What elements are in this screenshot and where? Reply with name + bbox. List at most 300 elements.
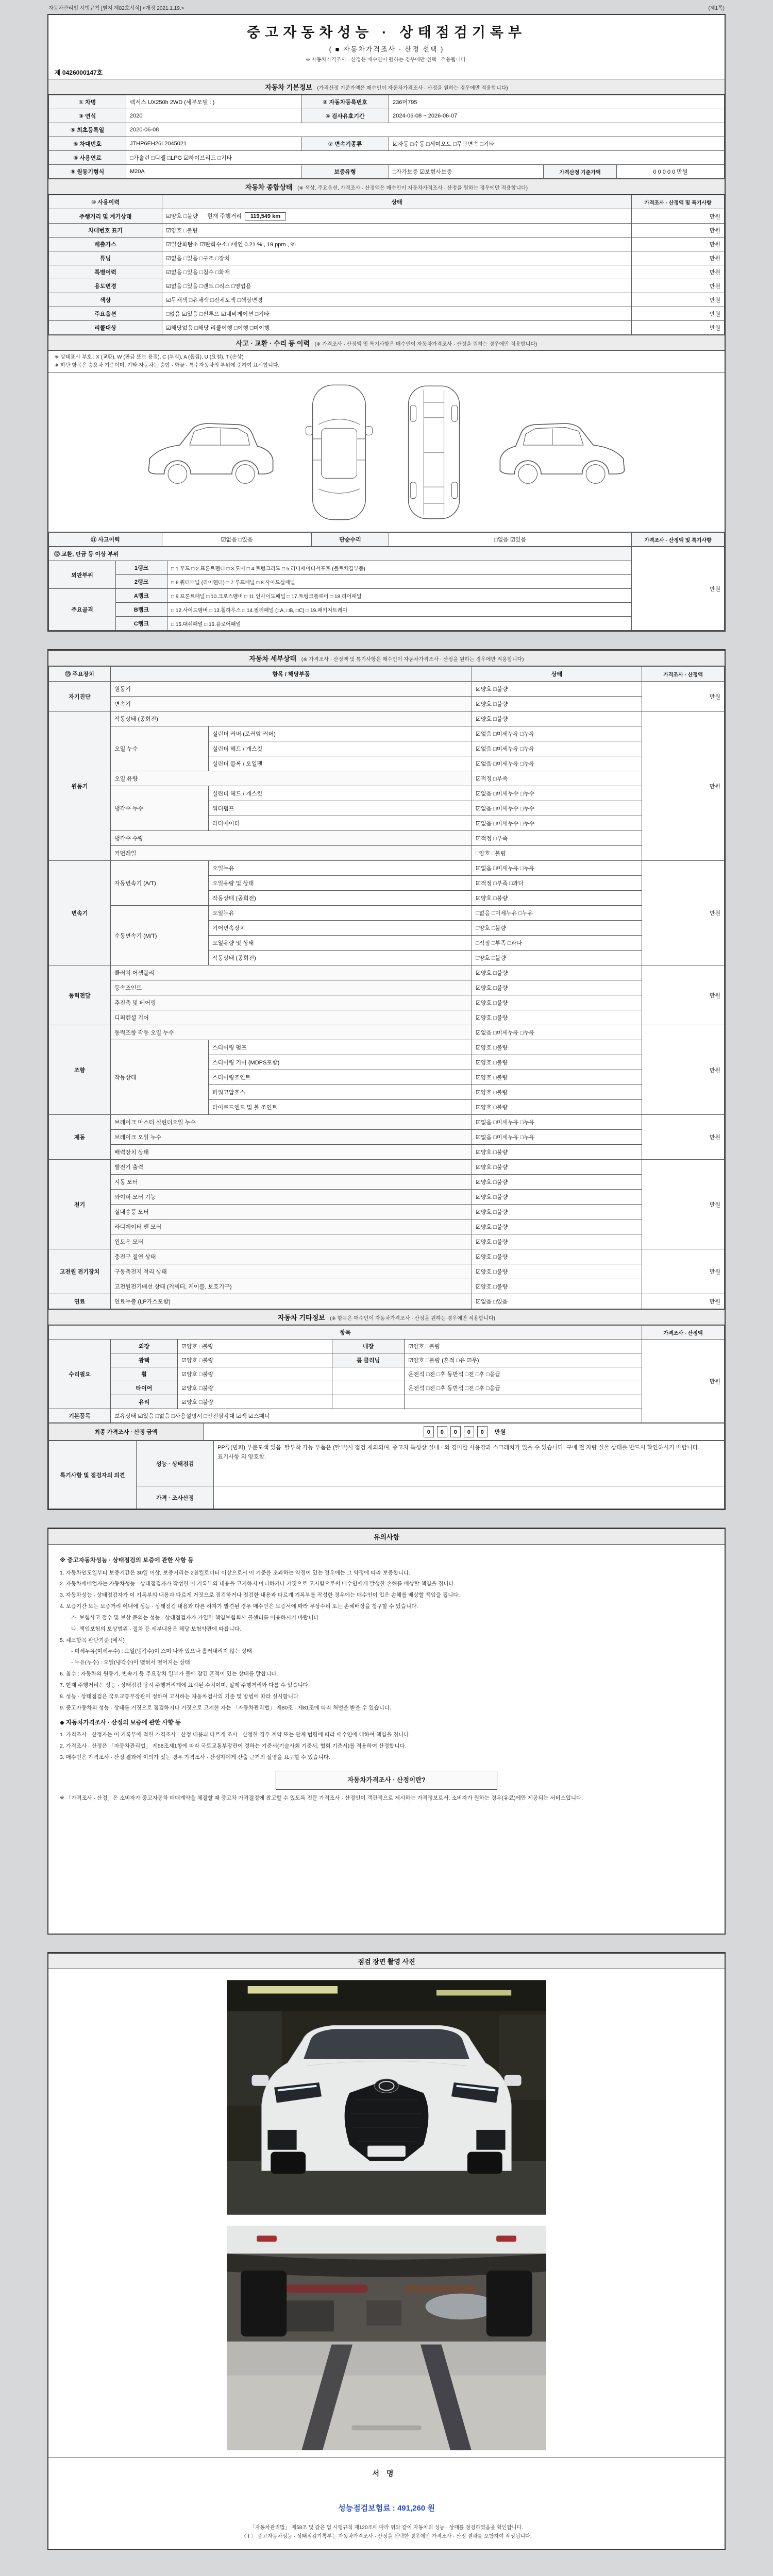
accident-history-table xyxy=(48,532,725,547)
item-label: 실내송풍 모터 xyxy=(111,1205,472,1219)
fee-cell: 만원 xyxy=(642,1294,725,1309)
footer-notes xyxy=(48,2517,725,2549)
repair-checkbox-group[interactable]: ☑양호 □불량 xyxy=(405,1340,642,1353)
opinion-group-label: 특기사항 및 점검자의 의견 xyxy=(49,1441,137,1509)
panel-checkbox-group[interactable]: □ 1.후드 □ 2.프론트펜더 □ 3.도어 □ 4.트렁크리드 □ 5.라디에이터서포트 (볼트체결부품) xyxy=(167,561,632,575)
state-checkbox-group[interactable]: ☑없음 □있음 xyxy=(472,1294,642,1309)
notes-item: 3. 자동차성능 · 상태점검자가 이 기록부의 내용과 다르게 거짓으로 점검하거나 점검한 내용과 다르게 기록부를 작성한 경우에는 매수인이 입은 손해를 배상할 책임을 집니다. xyxy=(60,1592,460,1599)
other-info-body xyxy=(49,1326,725,1423)
state-checkbox-group[interactable]: □없음 □미세누유 □누유 xyxy=(472,906,642,921)
detail-row xyxy=(49,846,725,861)
detail-row xyxy=(49,1145,725,1160)
device-label: 조향 xyxy=(49,1025,111,1115)
field-value[interactable]: □가솔린 □디젤 □LPG ☑하이브리드 □기타 xyxy=(126,151,725,165)
notes-item: 8. 성능 · 상태점검은 국토교통부장관이 정하여 고시하는 자동차검사의 기준 및 방법에 따라 실시합니다. xyxy=(60,1693,300,1700)
usage-label: 주요옵션 xyxy=(49,307,162,321)
state-checkbox-group[interactable]: ☑양호 □불량 xyxy=(472,697,642,711)
state-checkbox-group[interactable]: ☑없음 □미세누수 □누수 xyxy=(472,786,642,801)
final-price-unit: 만원 xyxy=(494,1429,506,1435)
detail-row xyxy=(49,1040,725,1055)
form-reference-row xyxy=(47,2,726,14)
subitem-label: 실린더 커버 (로커암 커버) xyxy=(209,726,472,741)
field-checkbox-group[interactable]: ☑자동 □수동 □세미오토 □무단변속 □기타 xyxy=(389,137,725,151)
detail-row xyxy=(49,682,725,697)
item-label: 충전구 절연 상태 xyxy=(111,1249,472,1264)
state-checkbox-group[interactable]: ☑양호 □불량 xyxy=(472,1070,642,1085)
rank-label: 2랭크 xyxy=(116,575,167,589)
panel-row xyxy=(49,589,725,603)
state-checkbox-group[interactable]: ☑적정 □부족 xyxy=(472,831,642,846)
device-label: 전기 xyxy=(49,1160,111,1249)
col-state-header: 상태 xyxy=(162,195,632,209)
item-label: 동력조향 작동 오일 누수 xyxy=(111,1025,472,1040)
panel-checkbox-group[interactable]: □ 9.프론트패널 □ 10.크로스멤버 □ 11.인사이드패널 □ 17.트렁크플로어 □ 18.리어패널 xyxy=(167,589,632,603)
notes-item: 가. 보험사고 접수 및 보상 문의는 성능 · 상태점검자가 가입한 책임보험회사 콜센터를 이용하시기 바랍니다. xyxy=(71,1614,321,1621)
opinion-author-label: 가격 · 조사산정 xyxy=(137,1486,214,1509)
document-title: 중고자동차성능 · 상태점검기록부 xyxy=(246,25,527,40)
state-checkbox-group[interactable]: ☑없음 □미세누유 □누유 xyxy=(472,741,642,756)
comprehensive-row xyxy=(49,238,725,251)
repair-item-label xyxy=(332,1381,405,1395)
car-damage-diagrams xyxy=(48,373,725,532)
comprehensive-row xyxy=(49,279,725,293)
subitem-label: 타이로드엔드 및 볼 조인트 xyxy=(209,1100,472,1115)
accident-title-band xyxy=(48,335,725,351)
detail-row xyxy=(49,771,725,786)
item-label: 변속기 xyxy=(111,697,472,711)
state-checkbox-group[interactable]: □양호 □불량 xyxy=(472,951,642,965)
notes-section1-title: ※ 중고자동차성능 · 상태점검의 보증에 관한 사항 등 xyxy=(60,1557,194,1564)
state-checkbox-group[interactable]: □적정 □부족 □과다 xyxy=(472,936,642,951)
state-checkbox-group[interactable]: ☑없음 □미세누유 □누유 xyxy=(472,1115,642,1130)
basic-info-row xyxy=(49,165,725,179)
item-label: 수동변속기 (M/T) xyxy=(111,906,209,965)
warranty-type-checkbox-group[interactable]: □자가보증 ☑보험사보증 xyxy=(389,165,544,179)
photo-undercarriage xyxy=(227,2225,546,2451)
repair-item-label: 휠 xyxy=(111,1367,178,1381)
basic-info-table xyxy=(48,95,725,179)
usage-label: 차대번호 표기 xyxy=(49,224,162,238)
detail-row xyxy=(49,1010,725,1025)
state-checkbox-group[interactable]: ☑없음 □있음 □침수 □화재 xyxy=(162,265,632,279)
item-label: 브레이크 오일 누수 xyxy=(111,1130,472,1145)
repair-row xyxy=(49,1381,725,1395)
comprehensive-table xyxy=(48,195,725,335)
price-definition-box-title: 자동차가격조사 · 산정이란? xyxy=(276,1771,497,1790)
detail-header-row xyxy=(49,667,725,682)
section-gap xyxy=(47,632,726,649)
comprehensive-title: 자동차 종합상태 xyxy=(245,183,293,191)
state-checkbox-group[interactable]: ☑일산화탄소 ☑탄화수소 □매연 0.21 % , 19 ppm , % xyxy=(162,238,632,251)
fee-cell: 만원 xyxy=(642,1025,725,1115)
usage-label: 용도변경 xyxy=(49,279,162,293)
rank-label: B랭크 xyxy=(116,603,167,617)
opinion-row xyxy=(49,1441,725,1486)
comprehensive-row xyxy=(49,251,725,265)
detail-row xyxy=(49,1205,725,1219)
fee-cell: 만원 xyxy=(642,1160,725,1249)
device-label: 연료 xyxy=(49,1294,111,1309)
col-item-header: 항목 / 해당부품 xyxy=(111,667,472,682)
price-digit: 0 xyxy=(450,1426,461,1437)
rank-label: A랭크 xyxy=(116,589,167,603)
comprehensive-row xyxy=(49,321,725,335)
col-fee-header: 가격조사 · 산정액 및 특기사항 xyxy=(632,195,725,209)
item-label: 작동상태 xyxy=(111,1040,209,1115)
comprehensive-row xyxy=(49,265,725,279)
repair-item-label xyxy=(332,1367,405,1381)
item-label: 브레이크 마스터 실린더오일 누수 xyxy=(111,1115,472,1130)
col-item-header: 항목 xyxy=(49,1326,642,1340)
detail-row xyxy=(49,1025,725,1040)
state-checkbox-group[interactable]: ☑양호 □불량 xyxy=(472,1010,642,1025)
item-label: 발전기 출력 xyxy=(111,1160,472,1175)
state-checkbox-group[interactable]: ☑양호 □불량 xyxy=(472,1175,642,1190)
item-label: 커먼레일 xyxy=(111,846,472,861)
section-page2 xyxy=(47,649,726,1510)
basic-info-title-note: (가격산정 기준가액은 매수인이 자동차가격조사 · 산정을 원하는 경우에만 적용합니다) xyxy=(317,86,508,91)
section-page1 xyxy=(47,14,726,632)
state-checkbox-group[interactable]: ☑양호 □불량 xyxy=(472,1205,642,1219)
fee-cell: 만원 xyxy=(632,279,725,293)
state-checkbox-group[interactable]: ☑양호 □불량 xyxy=(472,1160,642,1175)
signature-area xyxy=(48,2458,725,2517)
state-checkbox-group[interactable]: ☑해당없음 □해당 리콜이행 □이행 □미이행 xyxy=(162,321,632,335)
final-price-value xyxy=(204,1423,725,1440)
damage-code-legend xyxy=(48,351,725,373)
panel-row xyxy=(49,575,725,589)
opinion-author-label: 성능 · 상태점검 xyxy=(137,1441,214,1486)
subitem-label: 오일누유 xyxy=(209,906,472,921)
state-checkbox-group[interactable]: □양호 □불량 xyxy=(472,846,642,861)
basic-items-label: 기본품목 xyxy=(49,1409,111,1423)
repair-item-label: 광택 xyxy=(111,1353,178,1367)
subitem-label: 오일유량 및 상태 xyxy=(209,876,472,891)
accident-title: 사고 · 교환 · 수리 등 이력 xyxy=(236,340,310,347)
state-checkbox-group[interactable]: ☑양호 □불량 xyxy=(472,682,642,697)
repair-checkbox-group[interactable]: ☑양호 □불량 (흔적 □유 ☑무) xyxy=(405,1353,642,1367)
notes-item: 9. 중고자동차의 성능 · 상태를 거짓으로 점검하거나 거짓으로 고지한 자는 「자동차관리법」 제80조 · 제81조에 따라 처벌을 받을 수 있습니다. xyxy=(60,1704,391,1711)
field-label: ⑨ 원동기형식 xyxy=(49,165,126,179)
basic-info-row xyxy=(49,123,725,137)
repair-checkbox-group[interactable]: 운전석 □전 □후 동반석 □전 □후 □응급 xyxy=(405,1381,642,1395)
state-checkbox-group[interactable]: ☑양호 □불량 xyxy=(472,1190,642,1205)
insurance-fee xyxy=(48,2502,725,2513)
insurance-fee-label: 성능점검보험료 : xyxy=(338,2504,395,2513)
accident-panel-body xyxy=(49,547,725,631)
detail-row xyxy=(49,1175,725,1190)
detail-row xyxy=(49,697,725,711)
basic-info-row xyxy=(49,109,725,123)
fee-cell: 만원 xyxy=(632,224,725,238)
comprehensive-row xyxy=(49,293,725,307)
subitem-label: 기어변속장치 xyxy=(209,921,472,936)
repair-checkbox-group[interactable]: ☑양호 □불량 xyxy=(178,1381,332,1395)
detail-row xyxy=(49,1279,725,1294)
device-label: 원동기 xyxy=(49,711,111,861)
item-label: 자동변속기 (A/T) xyxy=(111,861,209,906)
state-checkbox-group[interactable]: ☑양호 □불량 xyxy=(162,224,632,238)
section-gap xyxy=(47,1510,726,1528)
exchange-band-row xyxy=(49,547,725,561)
notes-item: 4. 보증기간 또는 보증거리 이내에 성능 · 상태점검 내용과 다른 하자가 발견된 경우 매수인은 보증서에 따라 무상수리 또는 손해배상을 청구할 수 있습니다. xyxy=(60,1603,418,1610)
field-label: ⑦ 변속기종류 xyxy=(301,137,389,151)
repair-checkbox-group[interactable]: ☑양호 □불량 xyxy=(178,1353,332,1367)
col-state-header: 상태 xyxy=(472,667,642,682)
car-side-left-diagram xyxy=(139,401,283,504)
device-label: 동력전달 xyxy=(49,965,111,1025)
fee-cell: 만원 xyxy=(642,1115,725,1160)
subitem-label: 스티어링 기어 (MDPS포함) xyxy=(209,1055,472,1070)
state-checkbox-group[interactable]: ☑없음 □있음 □렌트 □리스 □영업용 xyxy=(162,279,632,293)
repair-item-label: 유리 xyxy=(111,1395,178,1409)
state-checkbox-group[interactable]: ☑양호 □불량 xyxy=(472,1040,642,1055)
accident-panel-table xyxy=(48,547,725,631)
notes-item: 1. 자동차인도일부터 보증기간은 30일 이상, 보증거리는 2천킬로미터 이상으로서 이 기준을 초과하는 약정이 있는 경우에는 그 약정에 따라 보증합니다. xyxy=(60,1569,411,1576)
accident-title-note: (※ 가격조사 · 산정액 및 특기사항은 매수인이 자동차가격조사 · 산정을 원하는 경우에만 적용합니다) xyxy=(314,342,537,347)
field-label: ② 자동차등록번호 xyxy=(301,95,389,109)
other-info-table xyxy=(48,1325,725,1423)
state-checkbox-group[interactable]: ☑없음 □있음 □구조 □장치 xyxy=(162,251,632,265)
fee-cell: 만원 xyxy=(642,711,725,861)
item-label: 원동기 xyxy=(111,682,472,697)
price-option-select-checkbox[interactable]: ( ■ 자동차가격조사 · 산정 선택 ) xyxy=(329,45,444,53)
repair-group-label: 수리필요 xyxy=(49,1340,111,1409)
state-checkbox-group[interactable]: ☑없음 □미세누유 □누유 xyxy=(472,1130,642,1145)
price-definition-text: ※ 「가격조사 · 산정」은 소비자가 중고자동차 매매계약을 체결할 때 중고차 가격결정에 참고할 수 있도록 전문 가격조사 · 산정인이 객관적으로 제시하는 가격정보로서, 소비자가 원하는 경우(유료)에만 제공되는 서비스입니다. xyxy=(60,1794,583,1801)
repair-item-label: 룸 클리닝 xyxy=(332,1353,405,1367)
state-checkbox-group[interactable]: ☑양호 □불량 xyxy=(472,980,642,995)
item-label: 윈도우 모터 xyxy=(111,1234,472,1249)
item-label: 냉각수 수량 xyxy=(111,831,472,846)
damage-code-legend-line1: ※ 상태표시 부호 : X (교환), W (판금 또는 용접), C (부식), A (흠집), U (요철), T (손상) xyxy=(55,354,244,360)
basic-items-checkbox-group[interactable]: 보유상태 ☑있음 □없음 □사용설명서 □안전삼각대 ☑잭 ☑스패너 xyxy=(111,1409,642,1423)
subitem-label: 실린더 헤드 / 개스킷 xyxy=(209,741,472,756)
final-price-digits xyxy=(422,1429,489,1435)
detail-row xyxy=(49,831,725,846)
fee-cell: 만원 xyxy=(632,321,725,335)
item-label: 라디에이터 팬 모터 xyxy=(111,1219,472,1234)
notes-item: 5. 체크항목 판단기준 (예시) xyxy=(60,1637,125,1643)
panel-row xyxy=(49,617,725,631)
item-label: 디퍼렌셜 기어 xyxy=(111,1010,472,1025)
detail-body xyxy=(49,667,725,1309)
notes-section2-title: ◆ 자동차가격조사 · 산정의 보증에 관한 사항 등 xyxy=(60,1719,181,1726)
repair-checkbox-group xyxy=(405,1395,642,1409)
item-label: 작동상태 (공회전) xyxy=(111,711,472,726)
repair-row xyxy=(49,1367,725,1381)
device-label: 변속기 xyxy=(49,861,111,965)
usage-label: 주행거리 및 계기상태 xyxy=(49,209,162,224)
opinion-text: PP류(범퍼) 부분도색 있음. 탈부착 가능 부품은 (탈부)시 점검 제외되며, 중고차 특성상 실내 · 외 경미한 사용감과 스크래치가 있을 수 있습니다. 구매 전 차량 실물 상태를 반드시 확인하시기 바랍니다. 표기사항 외 양호함. xyxy=(214,1441,725,1486)
repair-checkbox-group[interactable]: ☑양호 □불량 xyxy=(178,1395,332,1409)
insurance-fee-value: 491,260 원 xyxy=(397,2504,435,2513)
state-checkbox-group[interactable]: ☑양호 □불량 xyxy=(472,965,642,980)
state-checkbox-group[interactable]: ☑없음 □미세누수 □누수 xyxy=(472,801,642,816)
subitem-label: 스티어링조인트 xyxy=(209,1070,472,1085)
state-checkbox-group[interactable]: ☑양호 □불량 xyxy=(472,891,642,906)
state-checkbox-group[interactable]: ☑양호 □불량 xyxy=(472,1264,642,1279)
state-checkbox-group[interactable]: □없음 ☑있음 □썬루프 ☑네비게이션 □기타 xyxy=(162,307,632,321)
photo-area xyxy=(48,1969,725,2458)
state-checkbox-group[interactable]: ☑없음 □미세누유 □누유 xyxy=(472,861,642,876)
photo-front-view xyxy=(227,1976,546,2218)
final-price-row xyxy=(49,1423,725,1440)
state-checkbox-group[interactable]: ☑양호 □불량 xyxy=(472,1234,642,1249)
form-reference: 자동차관리법 시행규칙 [별지 제82호서식] <개정 2021.1.19.> xyxy=(48,6,184,11)
usage-label: 색상 xyxy=(49,293,162,307)
other-title-band xyxy=(48,1309,725,1325)
item-label: 고전원전기배선 상태 (커넥터, 케이블, 보호기구) xyxy=(111,1279,472,1294)
basic-info-row xyxy=(49,95,725,109)
item-label: 클러치 어셈블리 xyxy=(111,965,472,980)
state-checkbox-group[interactable]: ☑적정 □부족 xyxy=(472,771,642,786)
item-label: 구동축전지 격리 상태 xyxy=(111,1264,472,1279)
detail-row xyxy=(49,906,725,921)
state-checkbox-group[interactable]: ☑양호 □불량 xyxy=(472,1279,642,1294)
fee-cell: 만원 xyxy=(632,238,725,251)
accident-history-checkbox-group[interactable]: ☑없음 □있음 xyxy=(162,533,312,547)
opinion-text xyxy=(214,1486,725,1509)
field-label: 보증유형 xyxy=(301,165,389,179)
panel-checkbox-group[interactable]: □ 15.대쉬패널 □ 16.플로어패널 xyxy=(167,617,632,631)
state-checkbox-group[interactable]: ☑양호 □불량 xyxy=(472,995,642,1010)
subitem-label: 라디에이터 xyxy=(209,816,472,831)
field-value: M20A xyxy=(126,165,301,179)
footer-line1: 「자동차관리법」 제58조 및 같은 법 시행규칙 제120조에 따라 위와 같이 자동차의 성능 · 상태를 점검하였음을 확인합니다. xyxy=(249,2525,524,2531)
state-checkbox-group[interactable]: ☑없음 □미세누유 □누유 xyxy=(472,1025,642,1040)
device-label: 제동 xyxy=(49,1115,111,1160)
state-checkbox-group[interactable]: ☑적정 □부족 □과다 xyxy=(472,876,642,891)
rank-label: 1랭크 xyxy=(116,561,167,575)
detail-table xyxy=(48,666,725,1309)
detail-row xyxy=(49,1115,725,1130)
basic-info-body xyxy=(49,95,725,179)
item-label: 시동 모터 xyxy=(111,1175,472,1190)
accident-history-body xyxy=(49,533,725,547)
state-checkbox-group[interactable]: □양호 □불량 xyxy=(472,921,642,936)
repair-checkbox-group[interactable]: ☑양호 □불량 xyxy=(178,1367,332,1381)
panel-row xyxy=(49,561,725,575)
detail-row xyxy=(49,726,725,741)
field-value: 2020 xyxy=(126,109,301,123)
item-label: 추진축 및 베어링 xyxy=(111,995,472,1010)
accident-history-row xyxy=(49,533,725,547)
state-checkbox-group[interactable]: ☑무채색 □유채색 □전체도색 □색상변경 xyxy=(162,293,632,307)
fee-header: 가격조사 · 산정액 및 특기사항 xyxy=(632,533,725,547)
price-base-value: 0 0 0 0 0 만원 xyxy=(617,165,725,179)
panel-checkbox-group[interactable]: □ 12.사이드멤버 □ 13.휠하우스 □ 14.필러패널 (□A, □B, □C) □ 19.패키지트레이 xyxy=(167,603,632,617)
state-checkbox-group[interactable]: ☑양호 □불량 xyxy=(472,1100,642,1115)
detail-row xyxy=(49,1249,725,1264)
other-header-row xyxy=(49,1326,725,1340)
subitem-label: 실린더 헤드 / 개스킷 xyxy=(209,786,472,801)
field-label: ⑥ 차대번호 xyxy=(49,137,126,151)
state-checkbox-group[interactable]: ☑양호 □불량 현재 주행거리 119,549 km xyxy=(162,209,632,224)
subitem-label: 오일누유 xyxy=(209,861,472,876)
inspection-document xyxy=(47,0,726,2550)
photos-title-band: 점검 장면 촬영 사진 xyxy=(48,1953,725,1969)
detail-row xyxy=(49,1130,725,1145)
comprehensive-row xyxy=(49,224,725,238)
repair-item-label: 외장 xyxy=(111,1340,178,1353)
detail-row xyxy=(49,980,725,995)
panel-checkbox-group[interactable]: □ 6.쿼터패널 (리어펜더) □ 7.루프패널 □ 8.사이드실패널 xyxy=(167,575,632,589)
field-label: ③ 연식 xyxy=(49,109,126,123)
field-value: 렉서스 UX250h 2WD (세부모델 : ) xyxy=(126,95,301,109)
item-label: 연료누출 (LP가스포함) xyxy=(111,1294,472,1309)
detail-title-note: (※ 가격조사 · 산정액 및 특기사항은 매수인이 자동차가격조사 · 산정을 원하는 경우에만 적용합니다) xyxy=(301,657,524,663)
fee-cell: 만원 xyxy=(632,307,725,321)
item-label: 냉각수 누수 xyxy=(111,786,209,831)
subtitle-note: ※ 자동차가격조사 · 산정은 매수인이 원하는 경우에만 선택 · 적용됩니다. xyxy=(306,57,467,63)
detail-row xyxy=(49,1234,725,1249)
section-gap xyxy=(47,1935,726,1952)
panel-group-label: 주요골격 xyxy=(49,589,116,631)
field-value: 2024-06-08 ~ 2026-06-07 xyxy=(389,109,725,123)
field-label: ① 차명 xyxy=(49,95,126,109)
fee-cell: 만원 xyxy=(632,293,725,307)
panel-group-label: 외판부위 xyxy=(49,561,116,589)
repair-item-label xyxy=(332,1395,405,1409)
document-header xyxy=(48,15,725,64)
opinion-body xyxy=(49,1441,725,1509)
state-checkbox-group[interactable]: ☑양호 □불량 xyxy=(472,1145,642,1160)
repair-checkbox-group[interactable]: 운전석 □전 □후 동반석 □전 □후 □응급 xyxy=(405,1367,642,1381)
basic-info-title: 자동차 기본정보 xyxy=(265,83,312,91)
opinion-row xyxy=(49,1486,725,1509)
repair-checkbox-group[interactable]: ☑양호 □불량 xyxy=(178,1340,332,1353)
other-title-note: (※ 항목은 매수인이 자동차가격조사 · 산정을 원하는 경우에만 적용합니다) xyxy=(330,1316,495,1321)
state-checkbox-group[interactable]: ☑없음 □미세누수 □누수 xyxy=(472,816,642,831)
section-notes xyxy=(47,1528,726,1935)
subitem-label: 워터펌프 xyxy=(209,801,472,816)
state-checkbox-group[interactable]: ☑양호 □불량 xyxy=(472,1085,642,1100)
footer-line2: 〈 Ⅰ 〉 중고자동차성능 · 상태점검기록부는 자동차가격조사 · 산정을 선택한 경우에만 가격조사 · 산정 결과를 포함하여 작성됩니다. xyxy=(241,2534,532,2539)
item-label: 와이퍼 모터 기능 xyxy=(111,1190,472,1205)
state-checkbox-group[interactable]: ☑양호 □불량 xyxy=(472,1219,642,1234)
state-checkbox-group[interactable]: ☑없음 □미세누유 □누유 xyxy=(472,756,642,771)
state-checkbox-group[interactable]: ☑없음 □미세누유 □누유 xyxy=(472,726,642,741)
opinion-table xyxy=(48,1440,725,1509)
basic-info-row xyxy=(49,151,725,165)
repair-item-label: 내장 xyxy=(332,1340,405,1353)
notes-item: 1. 가격조사 · 산정자는 이 기록부에 적힌 가격조사 · 산정 내용과 다르게 조사 · 산정한 경우 계약 또는 관계 법령에 따라 매수인에 대하여 책임을 집니다. xyxy=(60,1732,411,1738)
field-value: JTHP6EH26L2045021 xyxy=(126,137,301,151)
notes-title-band: 유의사항 xyxy=(48,1529,725,1545)
subitem-label: 실린더 블록 / 오일팬 xyxy=(209,756,472,771)
simple-repair-checkbox-group[interactable]: □없음 ☑있음 xyxy=(389,533,632,547)
notes-item: 3. 매수인은 가격조사 · 산정 결과에 이의가 있는 경우 가격조사 · 산정자에게 산출 근거의 설명을 요구할 수 있습니다. xyxy=(60,1754,330,1760)
basic-info-title-band xyxy=(48,79,725,95)
comprehensive-title-band xyxy=(48,179,725,195)
field-label: ⑤ 최초등록일 xyxy=(49,123,126,137)
fee-cell: 만원 xyxy=(642,861,725,965)
car-top-skeleton-diagram xyxy=(395,380,473,524)
item-label: 배력장치 상태 xyxy=(111,1145,472,1160)
repair-row xyxy=(49,1353,725,1367)
detail-row xyxy=(49,711,725,726)
exchange-section-label: ⑫ 교환, 판금 등 이상 부위 xyxy=(49,547,632,561)
signature-label: 서명 xyxy=(372,2469,401,2478)
fee-cell: 만원 xyxy=(632,265,725,279)
damage-code-legend-line2: ※ 하단 항목은 승용차 기준이며, 기타 자동차는 승합 · 화물 · 특수자동차의 부위에 준하여 표시합니다. xyxy=(55,363,280,368)
usage-label: 특별이력 xyxy=(49,265,162,279)
state-checkbox-group[interactable]: ☑양호 □불량 xyxy=(472,1055,642,1070)
state-checkbox-group[interactable]: ☑양호 □불량 xyxy=(472,1249,642,1264)
state-checkbox-group[interactable]: ☑양호 □불량 xyxy=(472,711,642,726)
comprehensive-title-note: (※ 색상, 주요옵션, 가격조사 · 산정액은 매수인이 자동차가격조사 · 산정을 원하는 경우에만 적용합니다) xyxy=(297,185,528,191)
